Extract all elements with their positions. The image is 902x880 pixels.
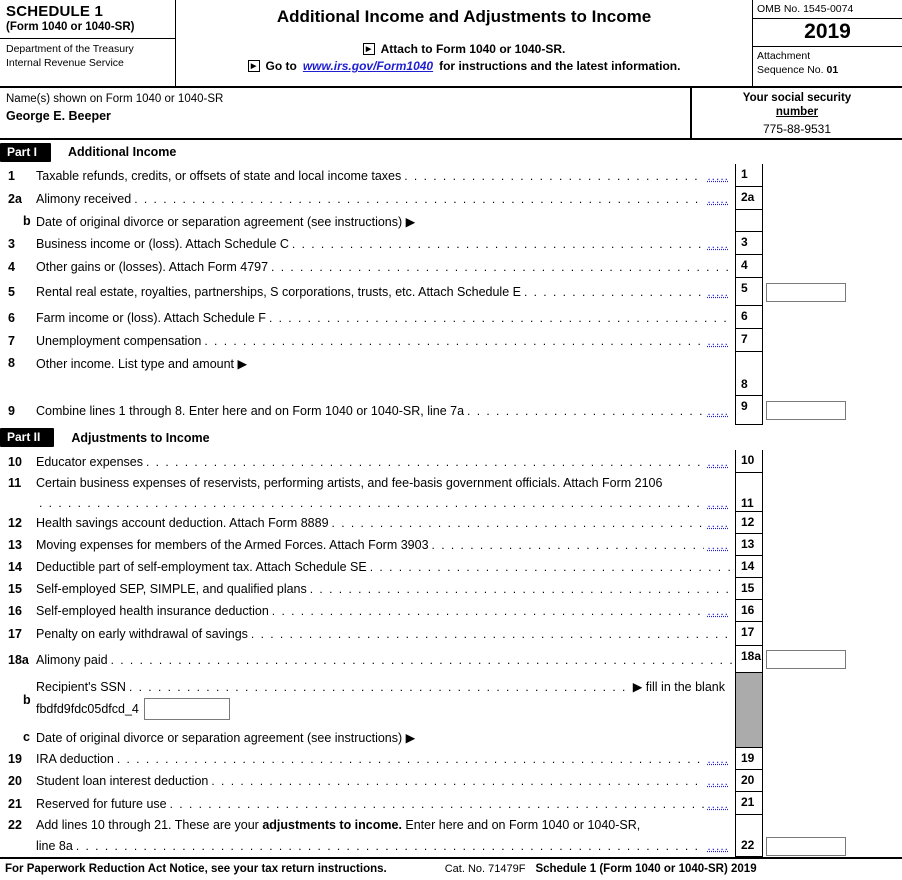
catalog-number: Cat. No. 71479F — [444, 863, 526, 875]
line-number-margin: 22 — [8, 818, 22, 832]
dot-leader — [467, 404, 704, 418]
line-number-box — [735, 815, 763, 835]
line-14-amount-cell — [763, 556, 902, 578]
attach-text: Attach to Form 1040 or 1040-SR. — [380, 42, 566, 56]
line-19-amount-cell — [763, 748, 902, 770]
line-4-amount-cell — [763, 255, 902, 278]
part2-title: Adjustments to Income — [71, 430, 210, 445]
line-18b-amount-cell — [763, 673, 902, 726]
line-6-row — [0, 306, 902, 329]
line-18b-shaded-cell — [735, 673, 763, 726]
line-label: Penalty on early withdrawal of savings — [36, 627, 248, 641]
part1-header — [0, 140, 902, 164]
line-number-box — [735, 352, 763, 374]
line-17-row — [0, 622, 902, 646]
line-1-amount-cell — [763, 164, 902, 187]
line-18a-row — [0, 646, 902, 673]
line-8-writein-area[interactable] — [0, 374, 735, 396]
fill-in-link[interactable] — [707, 752, 729, 766]
line-label: Moving expenses for members of the Armed Forces. Attach Form 3903 — [36, 538, 429, 552]
line-12-row — [0, 512, 902, 534]
line-number-box: 22 — [735, 835, 763, 857]
taxpayer-ssn: 775-88-9531 — [762, 121, 832, 136]
dot-leader — [129, 680, 630, 694]
line-label: Self-employed health insurance deduction — [36, 604, 269, 618]
line-2a-amount-cell — [763, 187, 902, 210]
dot-leader — [117, 752, 704, 766]
line-number-box: 13 — [735, 534, 763, 556]
dot-leader — [272, 604, 705, 618]
line-number-margin: 16 — [8, 604, 22, 618]
fill-in-the-blank-hint: ▶ fill in the blank — [632, 680, 725, 694]
line-number-box: 5 — [735, 278, 763, 306]
line-21-amount-cell — [763, 792, 902, 815]
dot-leader — [292, 237, 704, 251]
line-number-margin: b — [23, 214, 31, 228]
fill-in-link[interactable] — [707, 237, 729, 251]
omb-number: OMB No. 1545-0074 — [753, 0, 902, 19]
line-13-row — [0, 534, 902, 556]
line-22-row-text — [0, 815, 902, 835]
ssn-label-line2: number — [775, 106, 819, 119]
line-5-row — [0, 278, 902, 306]
line-number-box: 9 — [735, 396, 763, 425]
taxpayer-row — [0, 88, 902, 140]
line-number-margin: 10 — [8, 454, 22, 469]
dot-leader — [251, 627, 732, 641]
line-label: Recipient's SSN — [36, 679, 126, 694]
line-label: Other gains or (losses). Attach Form 4797 — [36, 259, 269, 274]
ssn-label — [692, 91, 902, 120]
line-3-amount-cell — [763, 232, 902, 255]
line-number-box: 16 — [735, 600, 763, 622]
line-8-amount-cell — [763, 374, 902, 396]
line-label: Student loan interest deduction — [36, 774, 209, 788]
line-17-amount-cell — [763, 622, 902, 646]
recipient-ssn-input[interactable] — [144, 698, 230, 720]
attachment-label: Attachment — [757, 50, 811, 62]
line-label-continued: line 8a — [36, 839, 73, 853]
line-number-margin: 20 — [8, 774, 22, 788]
ssn-block — [690, 88, 902, 138]
line-label: Date of original divorce or separation agreement (see instructions) ▶ — [36, 214, 416, 229]
line-number-box: 11 — [735, 493, 763, 512]
line-label: Rental real estate, royalties, partnerships, S corporations, trusts, etc. Attach Schedule E — [36, 285, 521, 299]
line-label: Deductible part of self-employment tax. Attach Schedule SE — [36, 560, 367, 574]
part1-badge: Part I — [0, 143, 51, 162]
line-9-amount-input[interactable] — [766, 401, 846, 420]
form-header — [0, 0, 902, 88]
attachment-sequence — [753, 47, 902, 79]
line-label: Health savings account deduction. Attach Form 8889 — [36, 516, 329, 530]
line-21-row — [0, 792, 902, 815]
line-3-row — [0, 232, 902, 255]
dot-leader — [170, 797, 705, 811]
department-block — [0, 39, 175, 74]
dot-leader — [310, 582, 732, 596]
line-20-row — [0, 770, 902, 792]
line-18b-row — [0, 673, 902, 726]
line-label: Alimony received — [36, 191, 132, 206]
fill-in-link[interactable] — [707, 496, 729, 510]
fill-in-link[interactable] — [707, 538, 729, 552]
line-16-amount-cell — [763, 600, 902, 622]
line-number-box: 6 — [735, 306, 763, 329]
line-7-amount-cell — [763, 329, 902, 352]
line-number-margin: 19 — [8, 752, 22, 766]
line-number-margin: 17 — [8, 627, 22, 641]
part2-header — [0, 425, 902, 450]
line-label: Unemployment compensation — [36, 333, 202, 348]
line-20-amount-cell — [763, 770, 902, 792]
line-number-margin: 7 — [8, 333, 15, 348]
dot-leader — [332, 516, 705, 530]
line-number-margin: 2a — [8, 191, 22, 206]
form-header-center — [176, 0, 752, 86]
line-number-margin: 11 — [8, 476, 22, 490]
fill-in-link[interactable] — [707, 404, 729, 418]
line-label: IRA deduction — [36, 752, 114, 766]
line-11-row-box — [0, 493, 902, 512]
goto-arrow-icon: ▶ — [248, 60, 260, 72]
line-22-row-box — [0, 835, 902, 857]
line-16-row — [0, 600, 902, 622]
sequence-line — [757, 63, 898, 77]
goto-prefix: Go to — [265, 59, 297, 73]
fill-in-link[interactable] — [707, 839, 729, 853]
line-number-box: 18a — [735, 646, 763, 673]
line-18a-amount-input[interactable] — [766, 650, 846, 669]
form-id-footer: Schedule 1 (Form 1040 or 1040-SR) 2019 — [535, 863, 757, 875]
form-header-left — [0, 0, 176, 86]
taxpayer-name: George E. Beeper — [6, 109, 111, 123]
line-label: Self-employed SEP, SIMPLE, and qualified plans — [36, 582, 307, 596]
goto-suffix: for instructions and the latest information. — [439, 59, 681, 73]
line-number-box — [735, 210, 763, 232]
line-8-row-box — [0, 374, 902, 396]
line-number-box: 2a — [735, 187, 763, 210]
fill-in-link[interactable] — [707, 192, 729, 206]
part2-badge: Part II — [0, 428, 54, 447]
line-number-box: 12 — [735, 512, 763, 534]
dot-leader — [432, 538, 705, 552]
line-number-box: 4 — [735, 255, 763, 278]
dot-leader — [404, 169, 704, 183]
line-7-row — [0, 329, 902, 352]
line-label: Educator expenses — [36, 454, 144, 469]
line-15-row — [0, 578, 902, 600]
dot-leader — [370, 560, 732, 574]
line-label: Other income. List type and amount ▶ — [36, 356, 248, 371]
recipient-ssn-field-code: fbdfd9fdc05dfcd_4 — [36, 702, 139, 716]
line-label: Date of original divorce or separation agreement (see instructions) ▶ — [36, 730, 416, 745]
ssn-label-line1: Your social security — [742, 92, 852, 104]
tax-year: 2019 — [753, 19, 902, 47]
line-label: Combine lines 1 through 8. Enter here and on Form 1040 or 1040-SR, line 7a — [36, 403, 465, 418]
line-number-margin: 3 — [8, 236, 15, 251]
line-number-box: 3 — [735, 232, 763, 255]
department-line2: Internal Revenue Service — [6, 56, 124, 69]
line-number-margin: 21 — [8, 796, 22, 811]
line-number-box: 19 — [735, 748, 763, 770]
line-number-margin: 12 — [8, 516, 22, 530]
line-12-amount-cell — [763, 512, 902, 534]
line-8-row-text — [0, 352, 902, 374]
dot-leader — [146, 455, 704, 469]
form-title: Additional Income and Adjustments to Income — [276, 7, 652, 26]
line-number-margin: 4 — [8, 259, 15, 274]
line-10-row — [0, 450, 902, 473]
line-22-amount-input[interactable] — [766, 837, 846, 856]
line-number-margin: 8 — [8, 356, 15, 370]
line-number-box: 10 — [735, 450, 763, 473]
line-label: Taxable refunds, credits, or offsets of state and local income taxes — [36, 168, 402, 183]
sequence-label: Sequence No. — [757, 64, 824, 77]
fill-in-link[interactable] — [707, 774, 729, 788]
line-number-box: 14 — [735, 556, 763, 578]
line-4-row — [0, 255, 902, 278]
dot-leader — [39, 496, 704, 510]
attach-arrow-icon: ▶ — [363, 43, 375, 55]
line-13-amount-cell — [763, 534, 902, 556]
dot-leader — [204, 334, 704, 348]
line-18c-amount-cell — [763, 726, 902, 748]
paperwork-notice: For Paperwork Reduction Act Notice, see your tax return instructions. — [5, 863, 387, 875]
line-number-box: 21 — [735, 792, 763, 815]
part1-title: Additional Income — [68, 145, 177, 159]
line-1-row — [0, 164, 902, 187]
line-number-box: 8 — [735, 374, 763, 396]
sequence-number: 01 — [826, 64, 839, 77]
line-11-row-text — [0, 473, 902, 493]
line-18c-shaded-cell — [735, 726, 763, 748]
parent-form-label: (Form 1040 or 1040-SR) — [6, 21, 135, 33]
fill-in-link[interactable] — [707, 516, 729, 530]
line-number-margin: b — [23, 692, 31, 707]
irs-website-link[interactable]: www.irs.gov/Form1040 — [302, 59, 434, 73]
line-number-margin: 6 — [8, 310, 15, 325]
dot-leader — [211, 774, 704, 788]
fill-in-link[interactable] — [707, 455, 729, 469]
line-number-box: 7 — [735, 329, 763, 352]
taxpayer-name-block — [0, 88, 690, 138]
name-label: Name(s) shown on Form 1040 or 1040-SR — [6, 93, 224, 105]
line-number-margin: 1 — [8, 168, 15, 183]
line-2b-amount-cell — [763, 210, 902, 232]
line-number-box: 20 — [735, 770, 763, 792]
line-label: Alimony paid — [36, 652, 108, 667]
line-11-amount-cell — [763, 493, 902, 512]
fill-in-link[interactable] — [707, 334, 729, 348]
schedule-title-block — [0, 0, 175, 39]
line-label: Farm income or (loss). Attach Schedule F — [36, 310, 266, 325]
line-number-margin: 5 — [8, 285, 15, 299]
department-line1: Department of the Treasury — [6, 43, 134, 55]
fill-in-link[interactable] — [707, 285, 729, 299]
fill-in-link[interactable] — [707, 604, 729, 618]
line-19-row — [0, 748, 902, 770]
line-number-box — [735, 473, 763, 493]
line-number-box: 15 — [735, 578, 763, 600]
line-10-amount-cell — [763, 450, 902, 473]
line-label: Certain business expenses of reservists, performing artists, and fee-basis government officials. Attach Form 2106 — [36, 476, 663, 490]
dot-leader — [524, 285, 704, 299]
line-14-row — [0, 556, 902, 578]
line-number-box: 17 — [735, 622, 763, 646]
line-15-amount-cell — [763, 578, 902, 600]
line-number-margin: 18a — [8, 652, 29, 667]
line-number-margin: 13 — [8, 538, 22, 552]
line-number-margin: 9 — [8, 403, 15, 418]
line-number-margin: 15 — [8, 582, 22, 596]
line-number-margin: c — [23, 730, 30, 744]
form-footer — [0, 857, 902, 880]
line-label-bold: adjustments to income. — [262, 818, 402, 832]
dot-leader — [111, 653, 732, 667]
dot-leader — [271, 260, 732, 274]
line-18c-row — [0, 726, 902, 748]
dot-leader — [269, 311, 732, 325]
attach-instruction — [363, 42, 566, 56]
line-label: Reserved for future use — [36, 796, 167, 811]
line-2b-row — [0, 210, 902, 232]
dot-leader — [76, 839, 704, 853]
dot-leader — [134, 192, 704, 206]
schedule-number: SCHEDULE 1 — [6, 3, 104, 20]
line-9-row — [0, 396, 902, 425]
line-label: Business income or (loss). Attach Schedule C — [36, 236, 289, 251]
goto-instruction — [248, 59, 681, 73]
line-number-box: 1 — [735, 164, 763, 187]
line-6-amount-cell — [763, 306, 902, 329]
fill-in-link[interactable] — [707, 169, 729, 183]
form-header-right — [752, 0, 902, 86]
line-5-amount-input[interactable] — [766, 283, 846, 302]
line-label: Add lines 10 through 21. These are your adjustments to income. Enter here and on Form 1040 or 1040-SR, — [36, 818, 641, 832]
line-number-margin: 14 — [8, 560, 22, 574]
fill-in-link[interactable] — [707, 797, 729, 811]
line-2a-row — [0, 187, 902, 210]
